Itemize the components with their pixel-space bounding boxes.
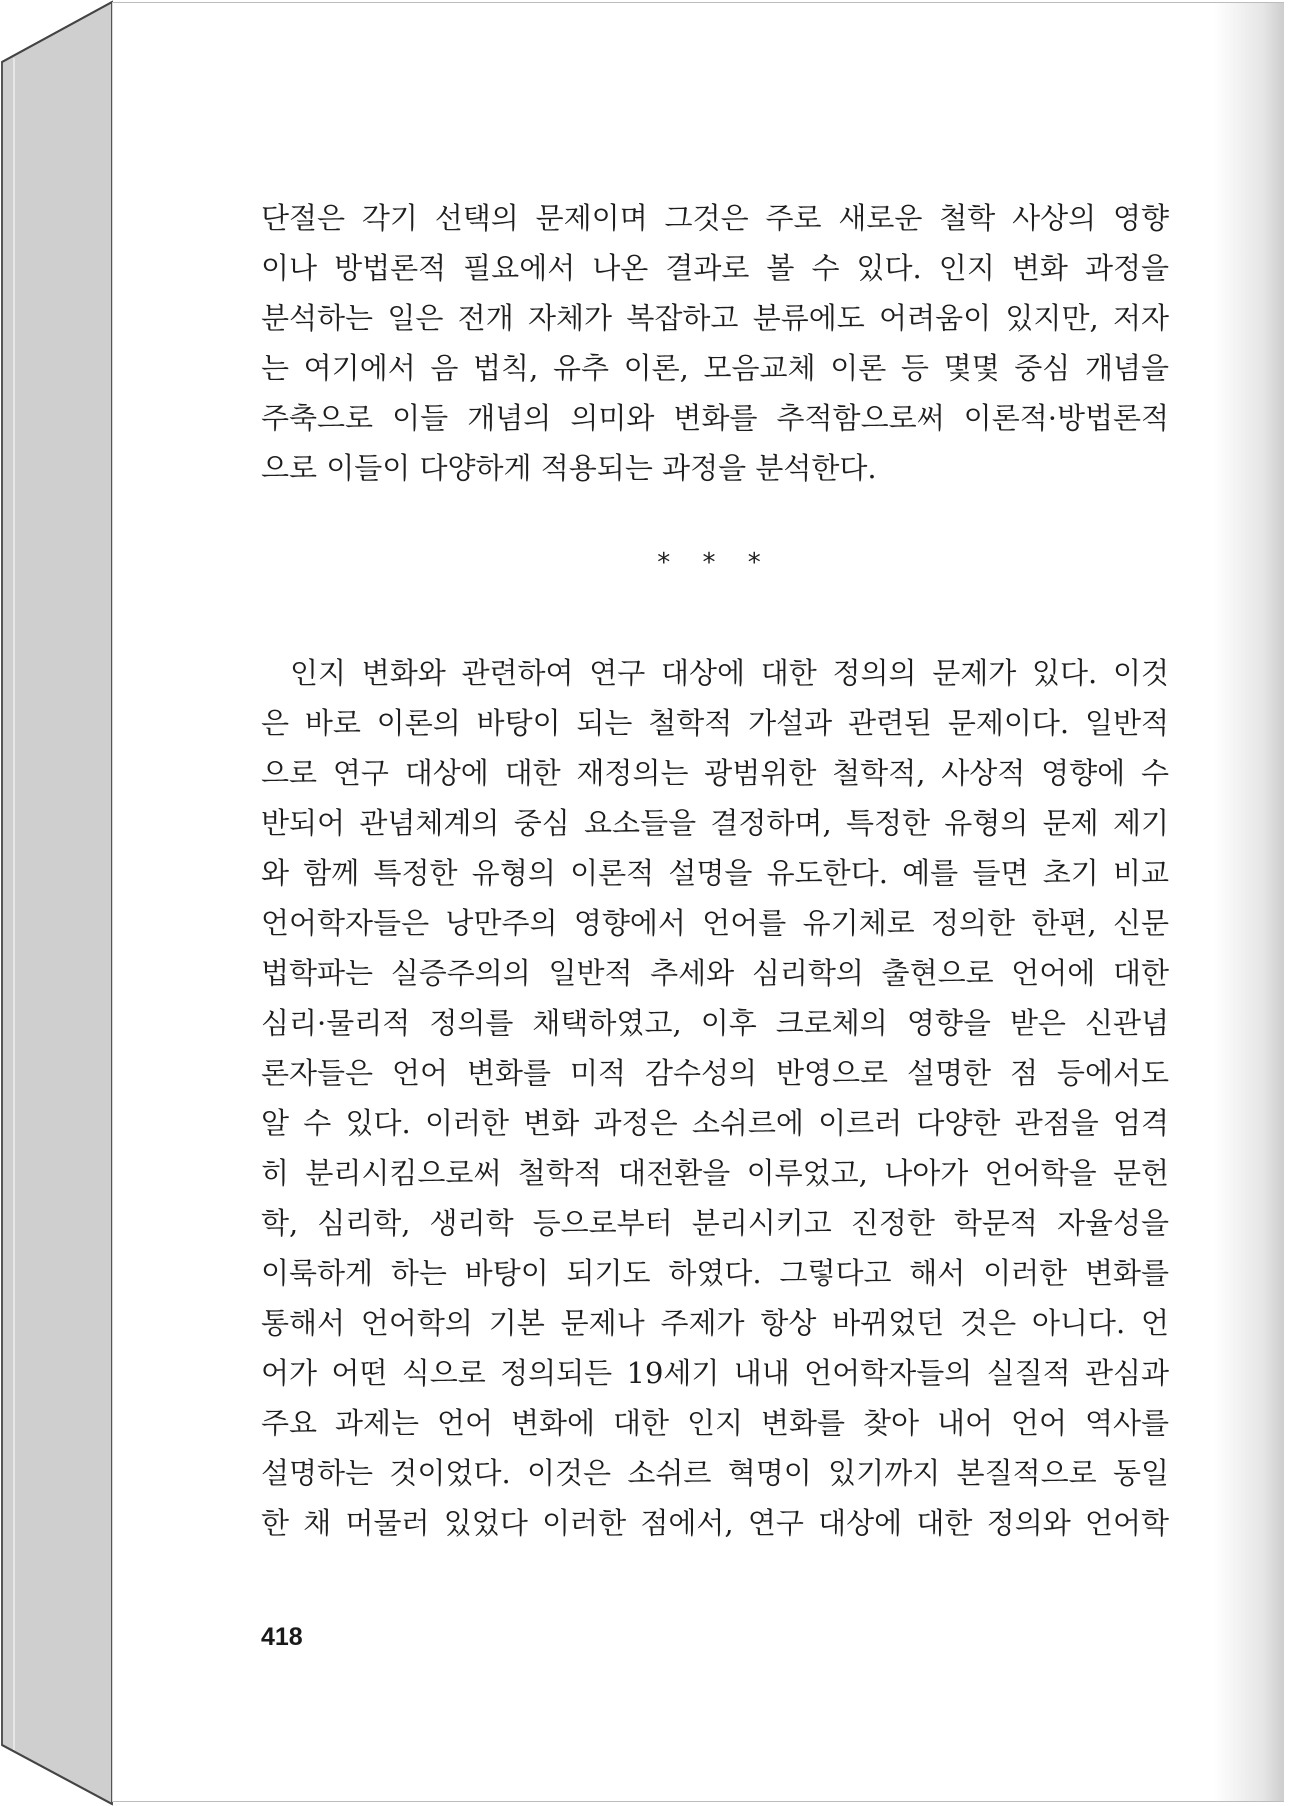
text-line: 와 함께 특정한 유형의 이론적 설명을 유도한다. 예를 들면 초기 비교 bbox=[261, 856, 1169, 890]
text-line: 으로 이들이 다양하게 적용되는 과정을 분석한다. bbox=[261, 451, 877, 485]
page-number: 418 bbox=[261, 1623, 303, 1651]
text-line: 주요 과제는 언어 변화에 대한 인지 변화를 찾아 내어 언어 역사를 bbox=[261, 1406, 1169, 1440]
paragraph-2 bbox=[261, 648, 1169, 1548]
text-line: 은 바로 이론의 바탕이 되는 철학적 가설과 관련된 문제이다. 일반적 bbox=[261, 706, 1169, 740]
text-line: 통해서 언어학의 기본 문제나 주제가 항상 바뀌었던 것은 아니다. 언 bbox=[261, 1306, 1169, 1340]
text-line: 학, 심리학, 생리학 등으로부터 분리시키고 진정한 학문적 자율성을 bbox=[261, 1206, 1169, 1240]
text-line: 주축으로 이들 개념의 의미와 변화를 추적함으로써 이론적·방법론적 bbox=[261, 401, 1169, 435]
text-line: 분석하는 일은 전개 자체가 복잡하고 분류에도 어려움이 있지만, 저자 bbox=[261, 301, 1169, 335]
page-edge-shadow bbox=[1214, 3, 1284, 1801]
text-line: 어가 어떤 식으로 정의되든 19세기 내내 언어학자들의 실질적 관심과 bbox=[261, 1356, 1169, 1390]
book-page bbox=[112, 2, 1284, 1802]
text-line: 언어학자들은 낭만주의 영향에서 언어를 유기체로 정의한 한편, 신문 bbox=[261, 906, 1169, 940]
text-line: 심리·물리적 정의를 채택하였고, 이후 크로체의 영향을 받은 신관념 bbox=[261, 1006, 1169, 1040]
text-line: 히 분리시킴으로써 철학적 대전환을 이루었고, 나아가 언어학을 문헌 bbox=[261, 1156, 1169, 1190]
text-line: 론자들은 언어 변화를 미적 감수성의 반영으로 설명한 점 등에서도 bbox=[261, 1056, 1169, 1090]
text-line: 반되어 관념체계의 중심 요소들을 결정하며, 특정한 유형의 문제 제기 bbox=[261, 806, 1169, 840]
text-line: 단절은 각기 선택의 문제이며 그것은 주로 새로운 철학 사상의 영향 bbox=[261, 201, 1169, 235]
text-line: 설명하는 것이었다. 이것은 소쉬르 혁명이 있기까지 본질적으로 동일 bbox=[261, 1456, 1169, 1490]
text-line: 법학파는 실증주의의 일반적 추세와 심리학의 출현으로 언어에 대한 bbox=[261, 956, 1169, 990]
text-line: 이나 방법론적 필요에서 나온 결과로 볼 수 있다. 인지 변화 과정을 bbox=[261, 251, 1169, 285]
text-line: 알 수 있다. 이러한 변화 과정은 소쉬르에 이르러 다양한 관점을 엄격 bbox=[261, 1106, 1169, 1140]
text-line: 이룩하게 하는 바탕이 되기도 하였다. 그렇다고 해서 이러한 변화를 bbox=[261, 1256, 1169, 1290]
paragraph-1 bbox=[261, 193, 1169, 493]
text-line: 한 채 머물러 있었다 이러한 점에서, 연구 대상에 대한 정의와 언어학 bbox=[261, 1506, 1169, 1540]
text-line: 인지 변화와 관련하여 연구 대상에 대한 정의의 문제가 있다. 이것 bbox=[290, 656, 1169, 690]
section-divider: * * * bbox=[657, 548, 773, 578]
text-line: 는 여기에서 음 법칙, 유추 이론, 모음교체 이론 등 몇몇 중심 개념을 bbox=[261, 351, 1169, 385]
text-line: 으로 연구 대상에 대한 재정의는 광범위한 철학적, 사상적 영향에 수 bbox=[261, 756, 1169, 790]
